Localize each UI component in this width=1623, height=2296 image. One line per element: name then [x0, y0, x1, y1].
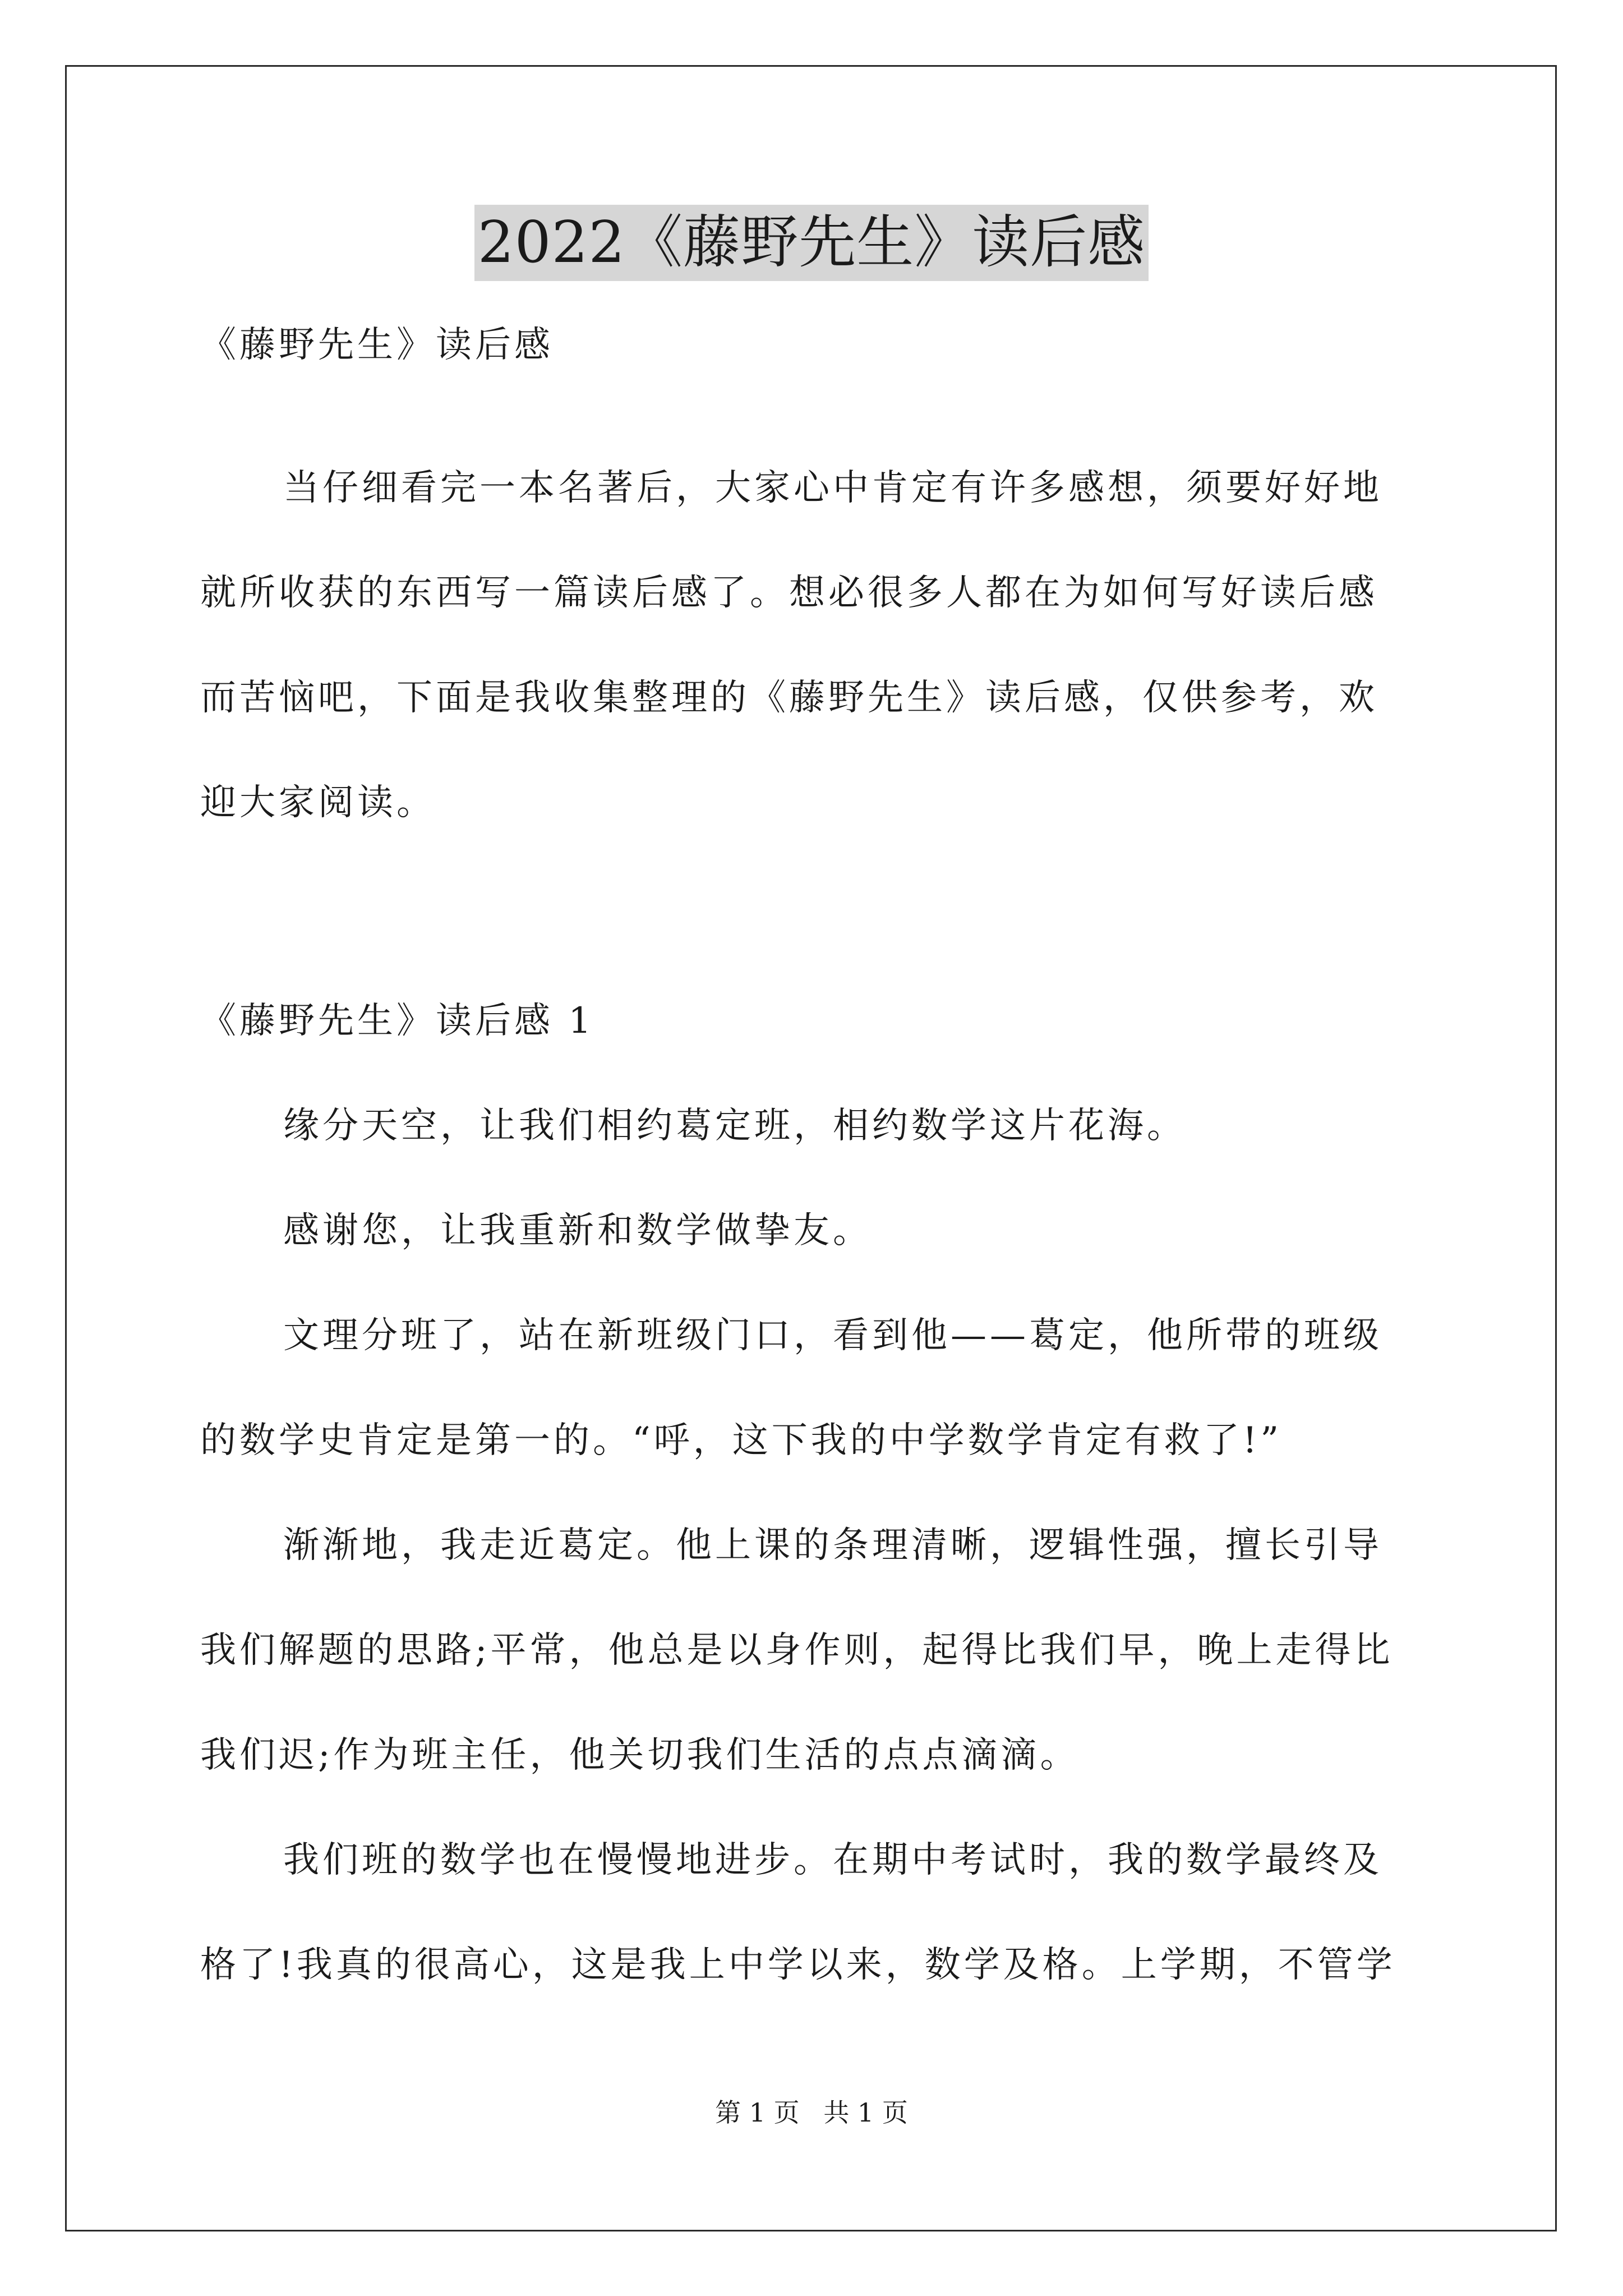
paragraph-line: 缘分天空，让我们相约葛定班，相约数学这片花海。: [283, 1105, 1186, 1147]
paragraph-line: 渐渐地，我走近葛定。他上课的条理清晰，逻辑性强，擅长引导: [283, 1525, 1382, 1566]
page-number-total: 共 1 页: [823, 2097, 908, 2128]
paragraph-line: 我们迟;作为班主任，他关切我们生活的点点滴滴。: [200, 1734, 1080, 1776]
section-heading: 《藤野先生》读后感 1: [200, 1000, 595, 1042]
title-container: [0, 205, 1623, 281]
paragraph-line: 文理分班了，站在新班级门口，看到他——葛定，他所带的班级: [283, 1315, 1382, 1356]
page-footer: [0, 2096, 1623, 2129]
subheading: 《藤野先生》读后感: [200, 324, 554, 366]
paragraph-line: 感谢您，让我重新和数学做挚友。: [283, 1210, 872, 1251]
paragraph-line: 而苦恼吧，下面是我收集整理的《藤野先生》读后感，仅供参考，欢: [200, 677, 1378, 719]
paragraph-line: 的数学史肯定是第一的。“呼，这下我的中学数学肯定有救了!”: [200, 1420, 1283, 1461]
paragraph-line: 迎大家阅读。: [200, 782, 436, 823]
page-border: [65, 65, 1557, 2231]
paragraph-line: 当仔细看完一本名著后，大家心中肯定有许多感想，须要好好地: [283, 467, 1382, 509]
paragraph-line: 我们解题的思路;平常，他总是以身作则，起得比我们早，晚上走得比: [200, 1630, 1394, 1671]
page-number-current: 第 1 页: [715, 2097, 800, 2128]
paragraph-line: 我们班的数学也在慢慢地进步。在期中考试时，我的数学最终及: [283, 1839, 1382, 1881]
document-title: 2022《藤野先生》读后感: [474, 205, 1149, 281]
paragraph-line: 格了!我真的很高心，这是我上中学以来，数学及格。上学期，不管学: [200, 1944, 1396, 1986]
paragraph-line: 就所收获的东西写一篇读后感了。想必很多人都在为如何写好读后感: [200, 572, 1378, 614]
